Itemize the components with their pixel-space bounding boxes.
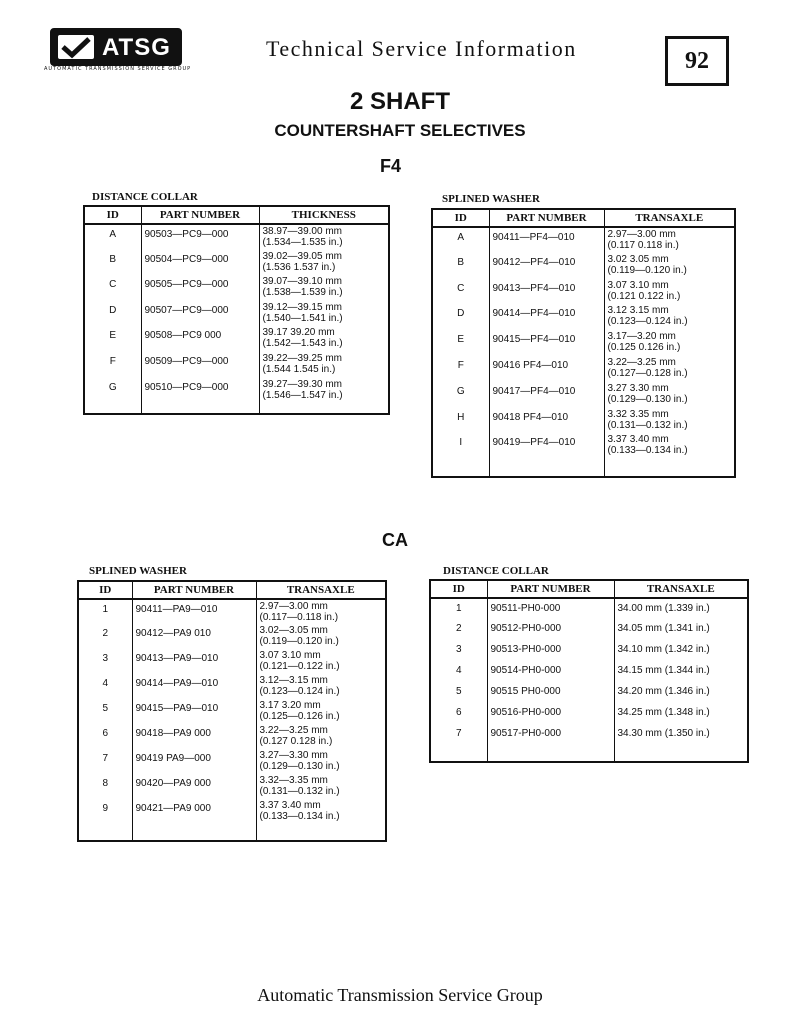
row-id: 6 <box>430 703 487 724</box>
empty-cell <box>84 403 141 414</box>
dimension-inch: (0.123—0.124 in.) <box>607 316 688 328</box>
row-id: G <box>84 378 141 404</box>
row-dimension <box>259 250 389 276</box>
dimension-mm: 3.07 3.10 mm <box>259 650 321 661</box>
row-part-number: 90411—PF4—010 <box>489 227 604 253</box>
table-row <box>84 250 389 276</box>
dimension-inch: (0.125 0.126 in.) <box>607 342 681 354</box>
row-id: 3 <box>78 649 132 674</box>
row-dimension <box>604 279 735 305</box>
col-header-transaxle: TRANSAXLE <box>614 580 748 598</box>
row-part-number: 90413—PA9—010 <box>132 649 256 674</box>
table-row <box>432 382 735 408</box>
dimension-mm: 3.32 3.35 mm <box>607 408 669 420</box>
row-id: A <box>84 224 141 250</box>
dimension-inch: (1.538—1.539 in.) <box>262 287 343 299</box>
table-row <box>430 682 748 703</box>
col-header-id: ID <box>430 580 487 598</box>
row-dimension <box>256 649 386 674</box>
dimension-inch: (0.131—0.132 in.) <box>607 419 688 431</box>
row-id: B <box>84 250 141 276</box>
logo-subtext: AUTOMATIC TRANSMISSION SERVICE GROUP <box>44 66 192 72</box>
dimension-mm: 3.12 3.15 mm <box>607 305 669 317</box>
empty-cell <box>489 459 604 477</box>
table-row <box>430 661 748 682</box>
table-row <box>430 724 748 745</box>
dimension-mm: 3.07 3.10 mm <box>607 279 669 291</box>
f4-collar-caption: DISTANCE COLLAR <box>92 191 198 203</box>
row-dimension <box>604 304 735 330</box>
table-row <box>78 674 386 699</box>
dimension-mm: 3.17—3.20 mm <box>607 331 676 343</box>
table-row <box>430 703 748 724</box>
row-part-number: 90412—PF4—010 <box>489 253 604 279</box>
row-part-number: 90416 PF4—010 <box>489 356 604 382</box>
table-row <box>432 279 735 305</box>
dimension-inch: (0.117 0.118 in.) <box>607 240 679 251</box>
table-row <box>84 301 389 327</box>
row-id: 2 <box>78 624 132 649</box>
col-header-part: PART NUMBER <box>487 580 614 598</box>
row-part-number: 90414—PF4—010 <box>489 304 604 330</box>
ca-collar-table <box>429 579 749 763</box>
row-part-number: 90411—PA9—010 <box>132 599 256 624</box>
dimension-mm: 3.37 3.40 mm <box>259 800 321 811</box>
footer-text: Automatic Transmission Service Group <box>257 985 543 1005</box>
ca-washer-table <box>77 580 387 842</box>
row-part-number: 90504—PC9—000 <box>141 250 259 276</box>
row-part-number: 90513-PH0-000 <box>487 640 614 661</box>
row-dimension <box>259 275 389 301</box>
dimension-inch: (0.129—0.130 in.) <box>607 393 688 405</box>
row-id: E <box>84 326 141 352</box>
empty-cell <box>614 745 748 762</box>
row-id: 6 <box>78 724 132 749</box>
table-row <box>84 378 389 404</box>
col-header-part: PART NUMBER <box>141 206 259 224</box>
dimension-mm: 39.02—39.05 mm <box>262 250 342 262</box>
dimension-inch: (1.540—1.541 in.) <box>262 312 343 324</box>
page-subtitle: COUNTERSHAFT SELECTIVES <box>274 121 526 140</box>
row-dimension <box>259 301 389 327</box>
row-dimension: 34.05 mm (1.341 in.) <box>614 619 748 640</box>
dimension-inch: (0.125—0.126 in.) <box>259 711 340 722</box>
dimension-inch: (0.127—0.128 in.) <box>607 367 688 379</box>
col-header-id: ID <box>432 209 489 227</box>
dimension-mm: 3.27—3.30 mm <box>259 750 328 761</box>
row-dimension <box>256 624 386 649</box>
dimension-mm: 3.02—3.05 mm <box>259 625 328 636</box>
dimension-inch: (0.121 0.122 in.) <box>607 290 681 302</box>
row-part-number: 90508—PC9 000 <box>141 326 259 352</box>
row-dimension <box>604 330 735 356</box>
dimension-mm: 39.07—39.10 mm <box>262 276 342 288</box>
table-filler <box>430 745 748 762</box>
dimension-inch: (0.119—0.120 in.) <box>607 264 687 276</box>
dimension-inch: (0.133—0.134 in.) <box>607 445 688 457</box>
table-row <box>432 330 735 356</box>
logo-text: ATSG <box>102 34 171 61</box>
dimension-inch: (1.534—1.535 in.) <box>262 237 343 248</box>
dimension-inch: (0.119—0.120 in.) <box>259 636 339 647</box>
empty-cell <box>432 459 489 477</box>
row-id: 1 <box>78 599 132 624</box>
row-id: 7 <box>78 749 132 774</box>
dimension-inch: (0.117—0.118 in.) <box>259 612 339 623</box>
row-dimension <box>604 356 735 382</box>
row-dimension <box>259 326 389 352</box>
logo-badge <box>50 28 182 66</box>
col-header-part: PART NUMBER <box>132 581 256 599</box>
f4-washer-table <box>431 208 736 478</box>
row-id: I <box>432 433 489 459</box>
row-part-number: 90418—PA9 000 <box>132 724 256 749</box>
empty-cell <box>487 745 614 762</box>
col-header-transaxle: TRANSAXLE <box>256 581 386 599</box>
dimension-inch: (0.131—0.132 in.) <box>259 786 340 797</box>
dimension-mm: 3.37 3.40 mm <box>607 434 669 446</box>
dimension-mm: 3.02 3.05 mm <box>607 253 669 265</box>
row-part-number: 90511-PH0-000 <box>487 598 614 619</box>
table-row <box>78 649 386 674</box>
table-row <box>430 640 748 661</box>
table-row <box>432 433 735 459</box>
row-id: E <box>432 330 489 356</box>
col-header-id: ID <box>78 581 132 599</box>
row-part-number: 90503—PC9—000 <box>141 224 259 250</box>
row-id: D <box>84 301 141 327</box>
row-part-number: 90413—PF4—010 <box>489 279 604 305</box>
f4-collar-table <box>83 205 390 415</box>
table-row <box>78 774 386 799</box>
row-part-number: 90419 PA9—000 <box>132 749 256 774</box>
row-part-number: 90515 PH0-000 <box>487 682 614 703</box>
row-dimension <box>259 378 389 404</box>
page-title: 2 SHAFT <box>349 88 450 115</box>
row-id: C <box>432 279 489 305</box>
row-dimension <box>256 774 386 799</box>
row-id: 8 <box>78 774 132 799</box>
table-row <box>84 275 389 301</box>
table-row <box>432 356 735 382</box>
dimension-mm: 2.97—3.00 mm <box>607 229 676 240</box>
dimension-inch: (1.546—1.547 in.) <box>262 389 343 401</box>
row-dimension: 34.20 mm (1.346 in.) <box>614 682 748 703</box>
dimension-mm: 38.97—39.00 mm <box>262 226 342 237</box>
dimension-mm: 39.22—39.25 mm <box>262 352 342 364</box>
row-dimension <box>604 408 735 434</box>
row-id: D <box>432 304 489 330</box>
dimension-mm: 39.12—39.15 mm <box>262 301 342 313</box>
row-id: B <box>432 253 489 279</box>
table-row <box>432 304 735 330</box>
dimension-mm: 3.22—3.25 mm <box>607 356 676 368</box>
row-dimension <box>604 433 735 459</box>
row-dimension: 34.15 mm (1.344 in.) <box>614 661 748 682</box>
table-row <box>78 624 386 649</box>
row-part-number: 90507—PC9—000 <box>141 301 259 327</box>
dimension-mm: 3.32—3.35 mm <box>259 775 328 786</box>
col-header-part: PART NUMBER <box>489 209 604 227</box>
table-row <box>84 326 389 352</box>
checkmark-icon <box>58 35 94 59</box>
row-dimension <box>604 227 735 253</box>
row-part-number: 90419—PF4—010 <box>489 433 604 459</box>
table-row <box>430 598 748 619</box>
empty-cell <box>430 745 487 762</box>
row-part-number: 90414—PA9—010 <box>132 674 256 699</box>
row-id: C <box>84 275 141 301</box>
dimension-inch: (1.544 1.545 in.) <box>262 363 336 375</box>
row-part-number: 90510—PC9—000 <box>141 378 259 404</box>
row-id: 4 <box>78 674 132 699</box>
row-part-number: 90509—PC9—000 <box>141 352 259 378</box>
row-id: 7 <box>430 724 487 745</box>
row-part-number: 90415—PA9—010 <box>132 699 256 724</box>
ca-collar-caption: DISTANCE COLLAR <box>443 565 549 577</box>
row-dimension <box>256 674 386 699</box>
row-id: G <box>432 382 489 408</box>
row-dimension <box>256 799 386 824</box>
row-id: A <box>432 227 489 253</box>
table-row <box>84 224 389 250</box>
row-id: H <box>432 408 489 434</box>
ca-washer-caption: SPLINED WASHER <box>89 565 187 577</box>
table-filler <box>84 403 389 414</box>
row-part-number: 90415—PF4—010 <box>489 330 604 356</box>
table-row <box>78 724 386 749</box>
row-dimension <box>259 352 389 378</box>
empty-cell <box>141 403 259 414</box>
dimension-mm: 3.17 3.20 mm <box>259 700 321 711</box>
page-number: 92 <box>665 36 729 86</box>
row-dimension <box>256 749 386 774</box>
dimension-inch: (1.542—1.543 in.) <box>262 338 343 350</box>
row-part-number: 90417—PF4—010 <box>489 382 604 408</box>
row-id: F <box>84 352 141 378</box>
dimension-inch: (0.121—0.122 in.) <box>259 661 340 672</box>
row-part-number: 90512-PH0-000 <box>487 619 614 640</box>
atsg-logo <box>44 28 192 78</box>
row-dimension <box>256 699 386 724</box>
empty-cell <box>132 824 256 841</box>
row-id: 1 <box>430 598 487 619</box>
empty-cell <box>604 459 735 477</box>
row-id: 4 <box>430 661 487 682</box>
table-row <box>78 749 386 774</box>
dimension-inch: (0.127 0.128 in.) <box>259 736 333 747</box>
row-part-number: 90420—PA9 000 <box>132 774 256 799</box>
row-dimension <box>256 599 386 624</box>
section-f4-label: F4 <box>380 156 402 176</box>
row-id: 3 <box>430 640 487 661</box>
row-id: 2 <box>430 619 487 640</box>
dimension-inch: (1.536 1.537 in.) <box>262 261 336 273</box>
row-part-number: 90418 PF4—010 <box>489 408 604 434</box>
col-header-id: ID <box>84 206 141 224</box>
row-dimension <box>259 224 389 250</box>
col-header-thickness: THICKNESS <box>259 206 389 224</box>
table-row <box>432 408 735 434</box>
dimension-mm: 3.12—3.15 mm <box>259 675 328 686</box>
row-dimension <box>256 724 386 749</box>
row-id: 9 <box>78 799 132 824</box>
row-part-number: 90505—PC9—000 <box>141 275 259 301</box>
empty-cell <box>259 403 389 414</box>
row-dimension: 34.00 mm (1.339 in.) <box>614 598 748 619</box>
table-row <box>84 352 389 378</box>
dimension-inch: (0.123—0.124 in.) <box>259 686 340 697</box>
dimension-mm: 39.27—39.30 mm <box>262 378 342 390</box>
dimension-mm: 39.17 39.20 mm <box>262 327 335 339</box>
dimension-inch: (0.129—0.130 in.) <box>259 761 340 772</box>
dimension-mm: 3.22—3.25 mm <box>259 725 328 736</box>
row-part-number: 90514-PH0-000 <box>487 661 614 682</box>
row-id: 5 <box>78 699 132 724</box>
dimension-mm: 3.27 3.30 mm <box>607 382 669 394</box>
table-row <box>78 599 386 624</box>
table-row <box>432 253 735 279</box>
empty-cell <box>78 824 132 841</box>
row-dimension: 34.25 mm (1.348 in.) <box>614 703 748 724</box>
section-ca-label: CA <box>382 530 408 550</box>
dimension-inch: (0.133—0.134 in.) <box>259 811 340 822</box>
row-id: 5 <box>430 682 487 703</box>
row-dimension <box>604 382 735 408</box>
empty-cell <box>256 824 386 841</box>
row-dimension: 34.10 mm (1.342 in.) <box>614 640 748 661</box>
row-part-number: 90412—PA9 010 <box>132 624 256 649</box>
col-header-transaxle: TRANSAXLE <box>604 209 735 227</box>
row-part-number: 90421—PA9 000 <box>132 799 256 824</box>
table-row <box>78 799 386 824</box>
dimension-mm: 2.97—3.00 mm <box>259 601 328 612</box>
table-row <box>78 699 386 724</box>
row-part-number: 90516-PH0-000 <box>487 703 614 724</box>
table-filler <box>432 459 735 477</box>
row-dimension: 34.30 mm (1.350 in.) <box>614 724 748 745</box>
row-dimension <box>604 253 735 279</box>
row-id: F <box>432 356 489 382</box>
row-part-number: 90517-PH0-000 <box>487 724 614 745</box>
f4-washer-caption: SPLINED WASHER <box>442 193 540 205</box>
table-row <box>430 619 748 640</box>
header-title: Technical Service Information <box>266 36 577 61</box>
table-filler <box>78 824 386 841</box>
table-row <box>432 227 735 253</box>
